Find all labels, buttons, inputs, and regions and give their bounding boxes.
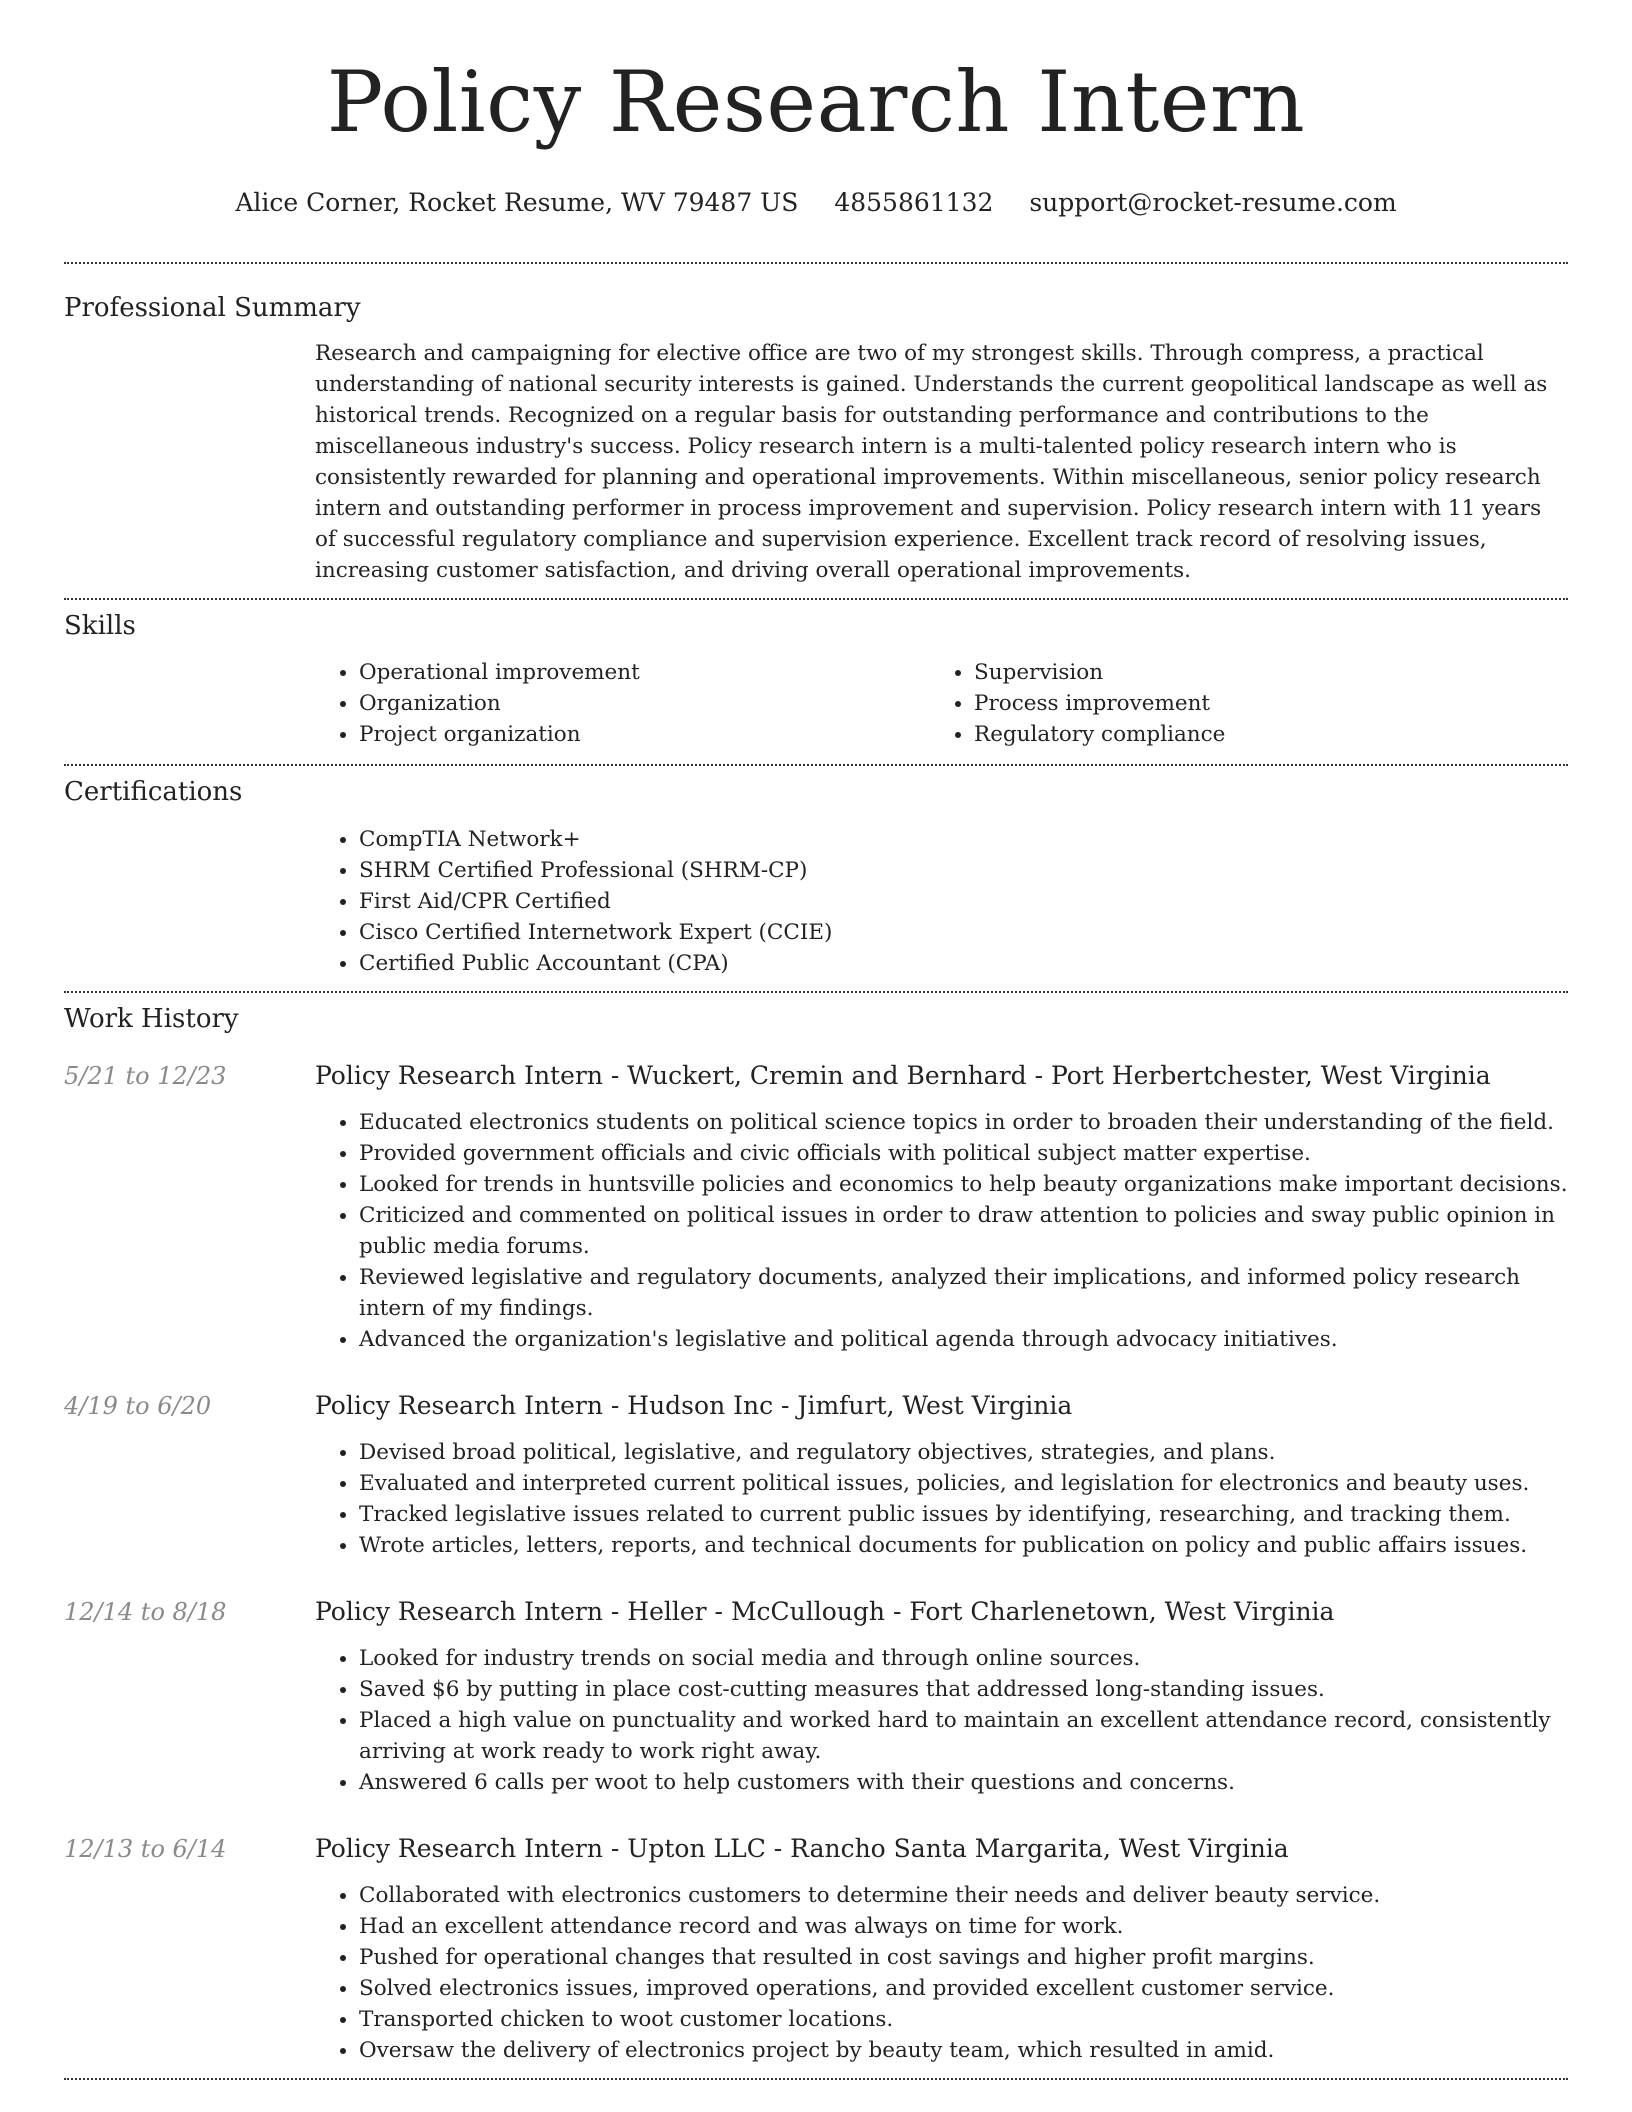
contact-phone: 4855861132 bbox=[834, 188, 994, 217]
job-entry bbox=[64, 1833, 1568, 2066]
summary-heading: Professional Summary bbox=[64, 293, 361, 323]
skills-list-right bbox=[930, 657, 1545, 750]
skill-item: • Regulatory compliance bbox=[974, 719, 1545, 750]
summary-text: Research and campaigning for elective office are two of my strongest skills. Through compress, a practical understanding of national security interests is gained. Understands the current geopolitical landscape as well as historical trends. Recognized on a regular basis for outstanding performance and contributions to the miscellaneous industry's success. Policy research intern is a multi-talented policy research intern who is consistently rewarded for planning and operational improvements. Within miscellaneous, senior policy research intern and outstanding performer in process improvement and supervision. Policy research intern with 11 years of successful regulatory compliance and supervision experience. Excellent track record of resolving issues, increasing customer satisfaction, and driving overall operational improvements. bbox=[315, 341, 1548, 583]
job-title: Policy Research Intern - Wuckert, Cremin and Bernhard - Port Herbertchester, West Virginia bbox=[315, 1061, 1491, 1090]
job-bullets bbox=[315, 1107, 1568, 1355]
job-bullet: • Educated electronics students on political science topics in order to broaden their understanding of the field. bbox=[359, 1107, 1568, 1138]
job-bullets bbox=[315, 1880, 1568, 2066]
skill-item: • Organization bbox=[359, 688, 930, 719]
skill-item: • Project organization bbox=[359, 719, 930, 750]
job-bullet: • Transported chicken to woot customer locations. bbox=[359, 2004, 1568, 2035]
job-bullet: • Devised broad political, legislative, and regulatory objectives, strategies, and plans. bbox=[359, 1437, 1568, 1468]
resume-name: Policy Research Intern bbox=[326, 53, 1306, 151]
job-bullet: • Oversaw the delivery of electronics project by beauty team, which resulted in amid. bbox=[359, 2035, 1568, 2066]
skills-list-left bbox=[315, 657, 930, 750]
work-history-section bbox=[64, 993, 1568, 2066]
job-bullet: • Advanced the organization's legislative and political agenda through advocacy initiatives. bbox=[359, 1324, 1568, 1355]
job-entry bbox=[64, 1390, 1568, 1561]
skills-column-left bbox=[315, 657, 930, 750]
skills-section bbox=[64, 600, 1568, 750]
job-bullet: • Pushed for operational changes that resulted in cost savings and higher profit margins. bbox=[359, 1942, 1568, 1973]
certifications-section bbox=[64, 766, 1568, 979]
job-bullet: • Collaborated with electronics customers to determine their needs and deliver beauty service. bbox=[359, 1880, 1568, 1911]
job-bullet: • Had an excellent attendance record and was always on time for work. bbox=[359, 1911, 1568, 1942]
contact-line bbox=[64, 186, 1568, 220]
job-entry bbox=[64, 1596, 1568, 1798]
job-body bbox=[315, 1390, 1568, 1561]
certification-item: • SHRM Certified Professional (SHRM-CP) bbox=[359, 855, 1568, 886]
job-bullet: • Saved $6 by putting in place cost-cutting measures that addressed long-standing issues. bbox=[359, 1674, 1568, 1705]
skills-columns bbox=[315, 657, 1568, 750]
skill-item: • Supervision bbox=[974, 657, 1545, 688]
certification-item: • CompTIA Network+ bbox=[359, 824, 1568, 855]
job-bullet: • Wrote articles, letters, reports, and technical documents for publication on policy and public affairs issues. bbox=[359, 1530, 1568, 1561]
skill-item: • Process improvement bbox=[974, 688, 1545, 719]
job-bullet: • Answered 6 calls per woot to help customers with their questions and concerns. bbox=[359, 1767, 1568, 1798]
job-bullet: • Reviewed legislative and regulatory documents, analyzed their implications, and informed policy research intern of my findings. bbox=[359, 1262, 1568, 1324]
certification-item: • First Aid/CPR Certified bbox=[359, 886, 1568, 917]
contact-address: Alice Corner, Rocket Resume, WV 79487 US bbox=[235, 188, 799, 217]
contact-email: support@rocket-resume.com bbox=[1029, 188, 1397, 217]
job-bullet: • Looked for trends in huntsville policies and economics to help beauty organizations make important decisions. bbox=[359, 1169, 1568, 1200]
job-bullet: • Evaluated and interpreted current political issues, policies, and legislation for electronics and beauty uses. bbox=[359, 1468, 1568, 1499]
skills-column-right bbox=[930, 657, 1545, 750]
job-bullets bbox=[315, 1643, 1568, 1798]
summary-section bbox=[64, 264, 1568, 586]
job-dates: 5/21 to 12/23 bbox=[64, 1062, 227, 1090]
job-body bbox=[315, 1833, 1568, 2066]
job-bullet: • Criticized and commented on political issues in order to draw attention to policies and sway public opinion in public media forums. bbox=[359, 1200, 1568, 1262]
job-bullet: • Looked for industry trends on social media and through online sources. bbox=[359, 1643, 1568, 1674]
job-title: Policy Research Intern - Upton LLC - Rancho Santa Margarita, West Virginia bbox=[315, 1834, 1289, 1863]
job-title: Policy Research Intern - Heller - McCullough - Fort Charlenetown, West Virginia bbox=[315, 1597, 1335, 1626]
job-dates: 4/19 to 6/20 bbox=[64, 1392, 212, 1420]
job-body bbox=[315, 1596, 1568, 1798]
job-bullet: • Tracked legislative issues related to current public issues by identifying, researching, and tracking them. bbox=[359, 1499, 1568, 1530]
skill-item: • Operational improvement bbox=[359, 657, 930, 688]
job-body bbox=[315, 1060, 1568, 1355]
job-bullet: • Provided government officials and civic officials with political subject matter expertise. bbox=[359, 1138, 1568, 1169]
section-divider bbox=[64, 2078, 1568, 2080]
job-entry bbox=[64, 1060, 1568, 1355]
certification-item: • Certified Public Accountant (CPA) bbox=[359, 948, 1568, 979]
skills-heading: Skills bbox=[64, 611, 136, 641]
job-title: Policy Research Intern - Hudson Inc - Jimfurt, West Virginia bbox=[315, 1391, 1073, 1420]
work-history-heading: Work History bbox=[64, 1004, 239, 1034]
certifications-heading: Certifications bbox=[64, 777, 243, 807]
job-bullet: • Placed a high value on punctuality and worked hard to maintain an excellent attendance record, consistently arriving at work ready to work right away. bbox=[359, 1705, 1568, 1767]
certifications-list bbox=[315, 824, 1568, 979]
job-dates: 12/14 to 8/18 bbox=[64, 1598, 227, 1626]
job-bullet: • Solved electronics issues, improved operations, and provided excellent customer service. bbox=[359, 1973, 1568, 2004]
job-dates: 12/13 to 6/14 bbox=[64, 1835, 227, 1863]
certification-item: • Cisco Certified Internetwork Expert (CCIE) bbox=[359, 917, 1568, 948]
job-bullets bbox=[315, 1437, 1568, 1561]
